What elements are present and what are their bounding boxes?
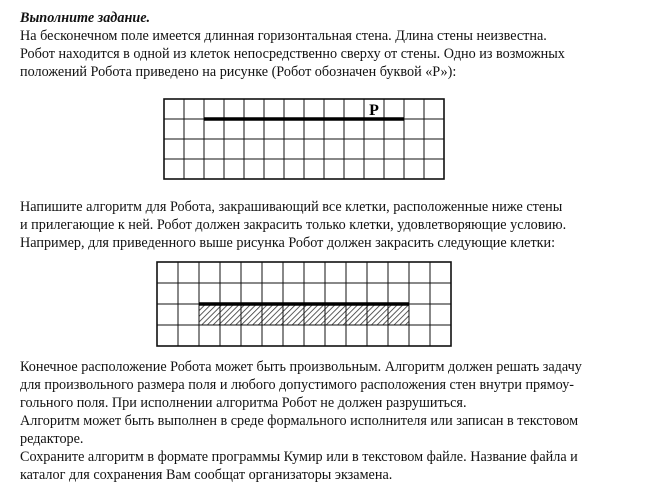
middle-line-3: Например, для приведенного выше рисунка Робот должен закрасить следующие клетки: [20,235,556,251]
painted-cell [325,304,346,325]
painted-cell [367,304,388,325]
final-line-7: каталог для сохранения Вам сообщат организаторы экзамена. [20,467,393,483]
painted-cell [283,304,304,325]
painted-cells-figure [157,262,451,346]
final-line-5: редакторе. [20,431,84,447]
intro-line-1: На бесконечном поле имеется длинная горизонтальная стена. Длина стены неизвестна. [20,28,547,44]
task-heading: Выполните задание. [20,10,151,26]
final-line-6: Сохраните алгоритм в формате программы Кумир или в текстовом файле. Название файла и [20,449,578,465]
grid-lines [164,99,444,179]
final-line-1: Конечное расположение Робота может быть произвольным. Алгоритм должен решать задачу [20,359,582,375]
painted-cell [346,304,367,325]
intro-line-2: Робот находится в одной из клеток непосредственно сверху от стены. Одно из возможных [20,46,565,62]
intro-line-3: положений Робота приведено на рисунке (Робот обозначен буквой «Р»): [20,64,457,80]
final-line-2: для произвольного размера поля и любого допустимого расположения стен внутри прямоу- [20,377,575,393]
painted-cell [262,304,283,325]
final-line-3: гольного поля. При исполнении алгоритма Робот не должен разрушиться. [20,395,467,411]
final-line-4: Алгоритм может быть выполнен в среде формального исполнителя или записан в текстовом [20,413,579,429]
middle-line-2: и прилегающие к ней. Робот должен закрасить только клетки, удовлетворяющие условию. [20,217,567,233]
painted-cell [241,304,262,325]
painted-cell [220,304,241,325]
robot-field-figure [164,99,444,179]
painted-cell [199,304,220,325]
middle-line-1: Напишите алгоритм для Робота, закрашивающий все клетки, расположенные ниже стены [20,199,563,215]
painted-cell [388,304,409,325]
painted-cell [304,304,325,325]
robot-marker: Р [369,102,379,119]
